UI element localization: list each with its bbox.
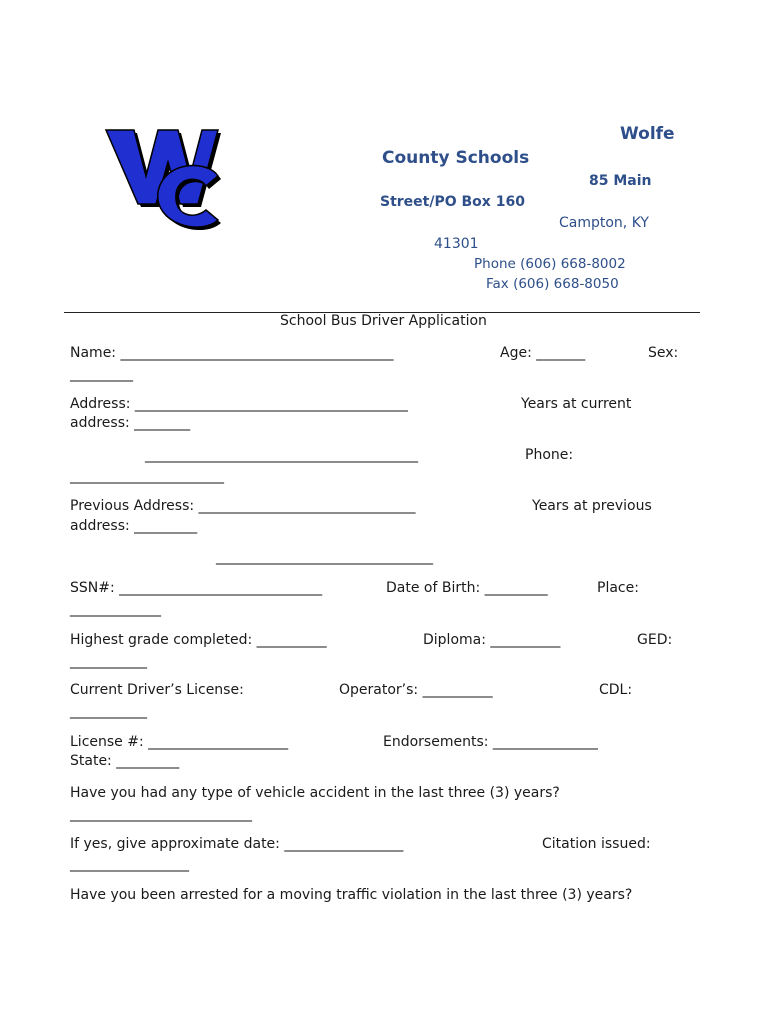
name-field[interactable]: Name: _______________________________________ (70, 345, 394, 361)
sex-field[interactable]: _________ (70, 366, 133, 382)
citation-label: Citation issued: (542, 836, 651, 852)
sex-label: Sex: (648, 345, 679, 361)
accident-answer-field[interactable]: __________________________ (70, 806, 252, 822)
address-part2: Street/PO Box 160 (380, 194, 525, 210)
place-label: Place: (597, 580, 639, 596)
phone-number: Phone (606) 668-8002 (474, 256, 626, 272)
years-previous-field[interactable]: address: _________ (70, 518, 198, 534)
address-field[interactable]: Address: _______________________________________ (70, 396, 408, 412)
citation-field[interactable]: _________________ (70, 856, 189, 872)
endorsements-field[interactable]: Endorsements: _______________ (383, 734, 598, 750)
highest-grade-field[interactable]: Highest grade completed: __________ (70, 632, 327, 648)
age-field[interactable]: Age: _______ (500, 345, 586, 361)
dob-field[interactable]: Date of Birth: _________ (386, 580, 548, 596)
diploma-field[interactable]: Diploma: __________ (423, 632, 561, 648)
arrested-question: Have you been arrested for a moving traffic violation in the last three (3) years? (70, 887, 633, 903)
phone-label: Phone: (525, 447, 574, 463)
cdl-label: CDL: (599, 682, 633, 698)
ssn-field[interactable]: SSN#: _____________________________ (70, 580, 323, 596)
city-part1: Campton, KY (559, 215, 649, 231)
ged-label: GED: (637, 632, 673, 648)
operators-field[interactable]: Operator’s: __________ (339, 682, 493, 698)
city-part2: 41301 (434, 236, 479, 252)
current-license-label: Current Driver’s License: (70, 682, 244, 698)
years-current-label: Years at current (521, 396, 632, 412)
org-name-part1: Wolfe (620, 124, 675, 144)
previous-address-field[interactable]: Previous Address: _______________________________ (70, 498, 416, 514)
ged-field[interactable]: ___________ (70, 653, 147, 669)
approx-date-field[interactable]: If yes, give approximate date: _________________ (70, 836, 404, 852)
address-line2-field[interactable]: _______________________________________ (145, 447, 418, 463)
fax-number: Fax (606) 668-8050 (486, 276, 619, 292)
address-part1: 85 Main (589, 173, 652, 189)
phone-field[interactable]: ______________________ (70, 468, 224, 484)
state-field[interactable]: State: _________ (70, 753, 180, 769)
org-name-part2: County Schools (382, 148, 530, 168)
years-previous-label: Years at previous (532, 498, 652, 514)
previous-address-line2-field[interactable]: _______________________________ (216, 549, 433, 565)
cdl-field[interactable]: ___________ (70, 703, 147, 719)
form-title: School Bus Driver Application (280, 313, 487, 329)
place-field[interactable]: _____________ (70, 601, 161, 617)
license-number-field[interactable]: License #: ____________________ (70, 734, 289, 750)
wc-logo (100, 124, 225, 239)
accident-question: Have you had any type of vehicle accident in the last three (3) years? (70, 785, 560, 801)
years-current-field[interactable]: address: ________ (70, 415, 191, 431)
